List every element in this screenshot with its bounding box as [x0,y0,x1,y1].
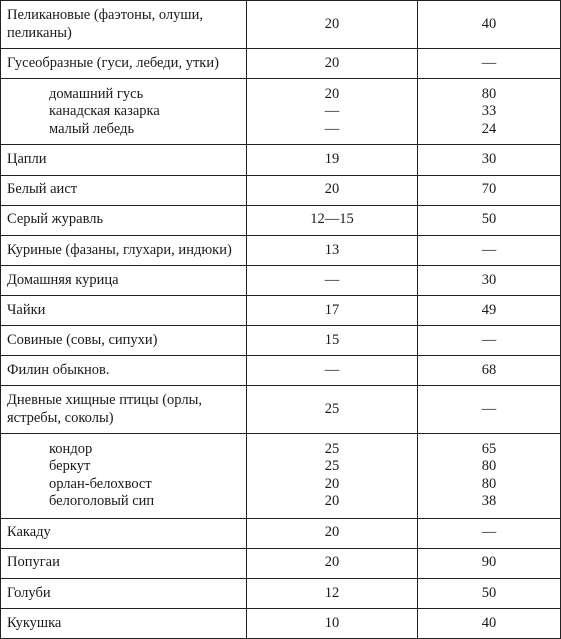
table-row-subgroup [1,79,561,145]
value-col3: 49 [481,301,497,318]
value-col3: 50 [481,584,497,601]
value-col3: 90 [481,554,497,571]
bird-name-cell [1,295,247,325]
value-col3: 50 [481,211,497,228]
bird-name: Филин обыкнов. [7,361,110,378]
table-row [1,49,561,79]
value-col3-cell [418,578,561,608]
bird-name-cell [1,205,247,235]
value-col2-cell [247,608,418,638]
value-col3: 40 [481,15,497,32]
sub-value-col2: 20 [324,475,340,492]
value-col2: 20 [324,15,340,32]
value-col2: 20 [324,54,340,71]
table-row [1,548,561,578]
table-row [1,578,561,608]
sub-value-col2: 25 [324,440,340,457]
table-row [1,518,561,548]
value-col3-cell [418,145,561,175]
value-col3-cell [418,518,561,548]
value-col3-cell [418,79,561,145]
value-col2-cell [247,235,418,265]
value-col2-cell [247,145,418,175]
value-col3-cell [418,175,561,205]
value-col3-cell [418,295,561,325]
value-col2: 10 [324,614,340,631]
bird-name-cell [1,79,247,145]
sub-value-col2: — [324,103,340,120]
value-col3-cell [418,1,561,49]
value-col3: 70 [481,181,497,198]
value-col3: — [481,401,497,417]
table-row [1,205,561,235]
table-row [1,386,561,434]
bird-name: Гусеобразные (гуси, лебеди, утки) [7,54,219,71]
bird-name-cell [1,326,247,356]
bird-name: Дневные хищные птицы (орлы, ястребы, соколы) [7,392,202,426]
value-col3: 30 [481,151,497,168]
value-col2-cell [247,1,418,49]
bird-name: Чайки [7,301,46,318]
sub-value-col3: 38 [481,493,497,510]
sub-value-col2: 20 [324,493,340,510]
sub-value-col3: 65 [481,440,497,457]
bird-name-cell [1,386,247,434]
value-col3-cell [418,386,561,434]
bird-name: Домашняя курица [7,271,119,288]
value-col3-cell [418,434,561,518]
value-col2-cell [247,265,418,295]
bird-name: Пеликановые (фаэтоны, олуши, пеликаны) [7,7,203,41]
sub-bird-name: кондор [49,440,93,457]
bird-name-cell [1,1,247,49]
bird-name-cell [1,548,247,578]
bird-name: Белый аист [7,181,78,198]
bird-name-cell [1,356,247,386]
sub-value-col3: 80 [481,475,497,492]
table-row [1,1,561,49]
table-row [1,326,561,356]
table-row [1,295,561,325]
value-col3: — [481,331,497,348]
bird-name: Куриные (фазаны, глухари, индюки) [7,241,232,258]
sub-value-col3: 24 [481,120,497,137]
sub-value-col3: 80 [481,458,497,475]
table-row [1,608,561,638]
value-col3-cell [418,235,561,265]
bird-name-cell [1,235,247,265]
value-col2-cell [247,518,418,548]
sub-bird-name: беркут [49,458,91,475]
sub-bird-name: белоголовый сип [49,493,155,510]
value-col2: 20 [324,181,340,198]
value-col2-cell [247,578,418,608]
value-col3: — [481,54,497,71]
value-col3: 40 [481,614,497,631]
sub-value-col2: 20 [324,85,340,102]
value-col3-cell [418,608,561,638]
value-col3-cell [418,205,561,235]
value-col3: — [481,241,497,258]
sub-bird-name: домашний гусь [49,85,144,102]
value-col2-cell [247,356,418,386]
sub-bird-name: канадская казарка [49,103,160,120]
value-col2: 17 [324,301,340,318]
value-col2: — [324,271,340,288]
value-col3: 30 [481,271,497,288]
value-col3: — [481,524,497,541]
sub-value-col2: 25 [324,458,340,475]
table-row [1,356,561,386]
bird-name-cell [1,175,247,205]
value-col3-cell [418,265,561,295]
sub-value-col3: 80 [481,85,497,102]
value-col3: 68 [481,361,497,378]
bird-name-cell [1,608,247,638]
table-row [1,265,561,295]
sub-value-col3: 33 [481,103,497,120]
table-row [1,145,561,175]
value-col2-cell [247,326,418,356]
value-col2: 19 [324,151,340,168]
value-col2-cell [247,79,418,145]
value-col2-cell [247,49,418,79]
value-col2: 15 [324,331,340,348]
bird-name-cell [1,145,247,175]
value-col2-cell [247,205,418,235]
bird-name: Кукушка [7,614,62,631]
bird-name-cell [1,578,247,608]
bird-name: Попугаи [7,554,60,571]
value-col2: 25 [324,401,340,417]
value-col2: 13 [324,241,340,258]
bird-name-cell [1,49,247,79]
bird-name: Совиные (совы, сипухи) [7,331,158,348]
value-col3-cell [418,326,561,356]
value-col3-cell [418,356,561,386]
sub-value-col2: — [324,120,340,137]
value-col2-cell [247,434,418,518]
value-col2-cell [247,386,418,434]
value-col3-cell [418,49,561,79]
value-col2-cell [247,548,418,578]
table-row-subgroup [1,434,561,518]
value-col2: — [324,361,340,378]
value-col2: 12 [324,584,340,601]
bird-name-cell [1,434,247,518]
table-row [1,175,561,205]
value-col2: 20 [324,524,340,541]
bird-name: Голуби [7,584,51,601]
sub-bird-name: орлан-белохвост [49,475,152,492]
bird-name: Цапли [7,151,47,168]
value-col2: 12—15 [310,211,354,228]
table-body [1,1,561,639]
table-row [1,235,561,265]
bird-name-cell [1,518,247,548]
bird-name: Какаду [7,524,51,541]
value-col3-cell [418,548,561,578]
value-col2-cell [247,295,418,325]
bird-name-cell [1,265,247,295]
value-col2: 20 [324,554,340,571]
sub-bird-name: малый лебедь [49,120,135,137]
bird-name: Серый журавль [7,211,104,228]
value-col2-cell [247,175,418,205]
